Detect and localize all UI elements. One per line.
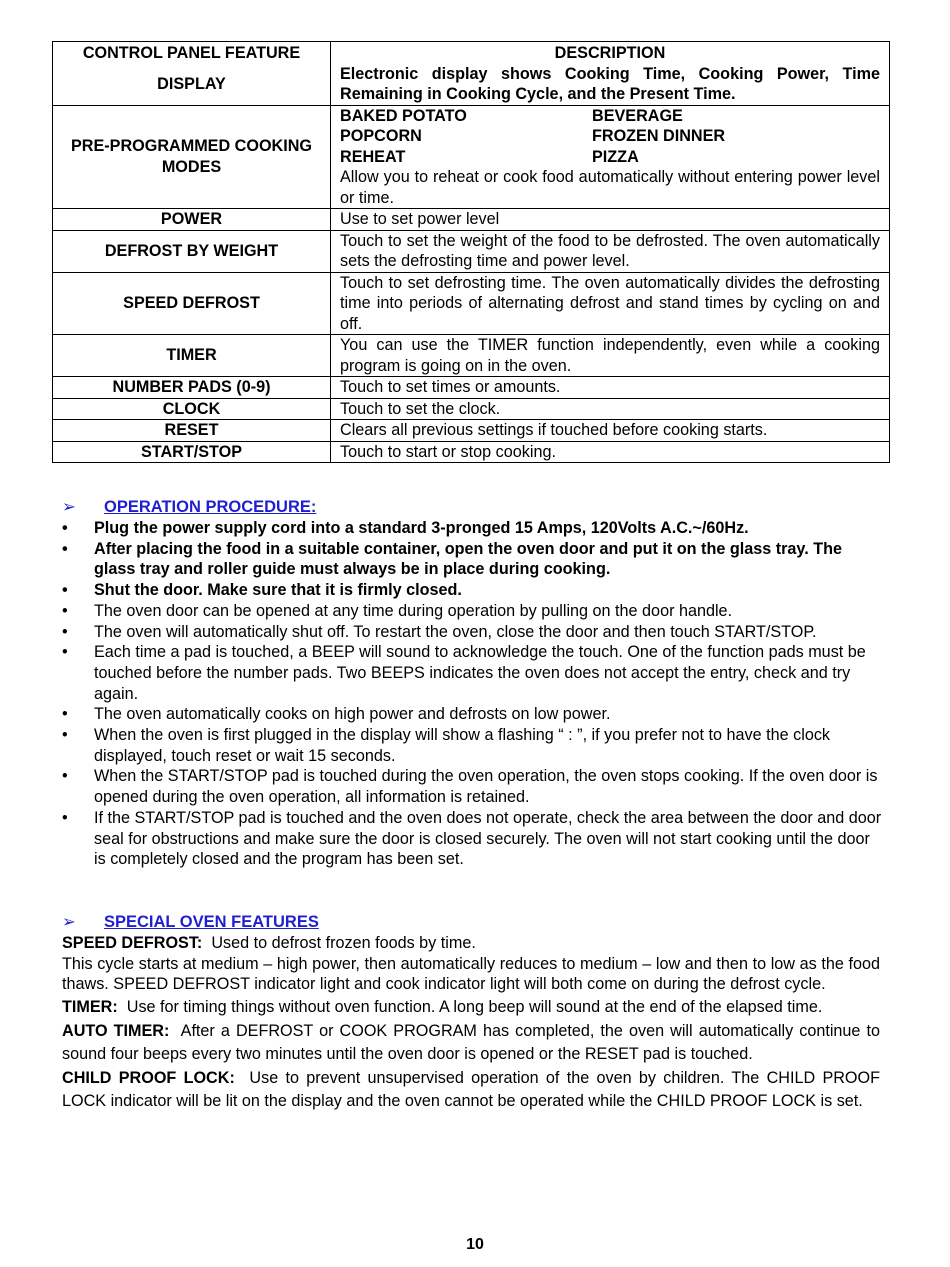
description-cell: Touch to set times or amounts. [331, 377, 890, 399]
description-cell: Use to set power level [331, 209, 890, 231]
mode-baked-potato: BAKED POTATO [340, 106, 467, 125]
list-item: • When the START/STOP pad is touched during the oven operation, the oven stops cooking. If the oven door is opened during the oven operation, all information is retained. [62, 766, 882, 807]
feature-cell: SPEED DEFROST [53, 272, 331, 335]
mode-beverage: BEVERAGE [592, 106, 683, 125]
control-panel-table [52, 41, 890, 463]
table-row [53, 105, 890, 209]
table-row [53, 209, 890, 231]
table-row [53, 230, 890, 272]
table-row [53, 398, 890, 420]
description-text: Electronic display shows Cooking Time, Cooking Power, Time Remaining in Cooking Cycle, and the Present Time. [340, 64, 880, 103]
feature-cell: DEFROST BY WEIGHT [53, 230, 331, 272]
speed-defrost-label: SPEED DEFROST: [62, 934, 203, 952]
list-item: • Plug the power supply cord into a standard 3-pronged 15 Amps, 120Volts A.C.~/60Hz. [62, 518, 882, 539]
child-lock-text: Use to prevent unsupervised operation of the oven by children. The CHILD PROOF LOCK indicator will be lit on the display and the oven cannot be operated while the CHILD PROOF LOCK is set. [62, 1069, 881, 1111]
feature-cell: PRE-PROGRAMMED COOKING MODES [53, 105, 331, 209]
operation-heading [62, 497, 316, 517]
speed-defrost-detail: This cycle starts at medium – high power, then automatically reduces to medium – low and then to low as the food thaws. SPEED DEFROST indicator light and cook indicator light will both come on during the defrost cycle. [62, 954, 880, 994]
cooking-modes-list [340, 106, 880, 168]
feature-cell: POWER [53, 209, 331, 231]
table-row [53, 441, 890, 463]
table-row [53, 272, 890, 335]
feature-name: DISPLAY [157, 74, 226, 93]
list-item: • When the oven is first plugged in the display will show a flashing “ : ”, if you prefer not to have the clock displayed, touch reset or wait 15 seconds. [62, 725, 882, 766]
description-text: Allow you to reheat or cook food automatically without entering power level or time. [340, 168, 880, 207]
feature-cell: START/STOP [53, 441, 331, 463]
mode-reheat: REHEAT [340, 147, 406, 166]
description-cell: Touch to set defrosting time. The oven automatically divides the defrosting time into periods of alternating defrost and stand times by cycling on and off. [331, 272, 890, 335]
description-cell: Touch to start or stop cooking. [331, 441, 890, 463]
timer-paragraph [62, 996, 880, 1019]
table-row [53, 42, 890, 106]
header-feature: CONTROL PANEL FEATURE [82, 44, 301, 62]
special-features-heading [62, 912, 319, 932]
description-cell [331, 105, 890, 209]
speed-defrost-paragraph [62, 933, 880, 954]
timer-text: Use for timing things without oven function. A long beep will sound at the end of the elapsed time. [126, 998, 823, 1017]
feature-cell: TIMER [53, 335, 331, 377]
timer-label: TIMER: [62, 998, 118, 1017]
mode-popcorn: POPCORN [340, 127, 422, 145]
feature-cell [53, 42, 331, 106]
list-item: • After placing the food in a suitable container, open the oven door and put it on the glass tray. The glass tray and roller guide must always be in place during cooking. [62, 539, 882, 580]
feature-cell: RESET [53, 420, 331, 442]
description-cell [331, 42, 890, 106]
table-row [53, 335, 890, 377]
list-item: • Each time a pad is touched, a BEEP will sound to acknowledge the touch. One of the function pads must be touched before the number pads. Two BEEPS indicates the oven does not accept the entry, check and try again. [62, 642, 882, 704]
child-lock-paragraph [62, 1067, 880, 1113]
special-features-section [62, 933, 880, 1113]
special-features-heading-text: SPECIAL OVEN FEATURES [104, 913, 319, 931]
page-number: 10 [466, 1236, 484, 1253]
list-item: • Shut the door. Make sure that it is firmly closed. [62, 580, 882, 601]
header-description: DESCRIPTION [554, 44, 666, 62]
feature-cell: CLOCK [53, 398, 331, 420]
table-row [53, 420, 890, 442]
mode-frozen-dinner: FROZEN DINNER [592, 127, 726, 145]
description-cell: Touch to set the clock. [331, 398, 890, 420]
speed-defrost-text: Used to defrost frozen foods by time. [211, 934, 476, 952]
list-item: • If the START/STOP pad is touched and the oven does not operate, check the area between the door and door seal for obstructions and make sure the door is closed securely. The oven will not start cooking until the door is completely closed and the program has been set. [62, 808, 882, 870]
child-lock-label: CHILD PROOF LOCK: [62, 1069, 235, 1088]
description-cell: Touch to set the weight of the food to be defrosted. The oven automatically sets the defrosting time and power level. [331, 230, 890, 272]
operation-heading-text: OPERATION PROCEDURE: [104, 498, 317, 516]
feature-cell: NUMBER PADS (0-9) [53, 377, 331, 399]
description-cell: Clears all previous settings if touched before cooking starts. [331, 420, 890, 442]
table-row [53, 377, 890, 399]
mode-pizza: PIZZA [592, 147, 639, 166]
arrow-bullet-icon: ➢ [62, 913, 76, 931]
description-cell: You can use the TIMER function independently, even while a cooking program is going on in the oven. [331, 335, 890, 377]
list-item: • The oven will automatically shut off. To restart the oven, close the door and then touch START/STOP. [62, 622, 882, 643]
operation-list [62, 518, 882, 870]
list-item: • The oven automatically cooks on high power and defrosts on low power. [62, 704, 882, 725]
arrow-bullet-icon: ➢ [62, 498, 76, 516]
auto-timer-text: After a DEFROST or COOK PROGRAM has completed, the oven will automatically continue to sound four beeps every two minutes until the oven door is opened or the RESET pad is touched. [62, 1022, 880, 1064]
auto-timer-paragraph [62, 1020, 880, 1066]
auto-timer-label: AUTO TIMER: [62, 1022, 170, 1041]
list-item: • The oven door can be opened at any time during operation by pulling on the door handle. [62, 601, 882, 622]
